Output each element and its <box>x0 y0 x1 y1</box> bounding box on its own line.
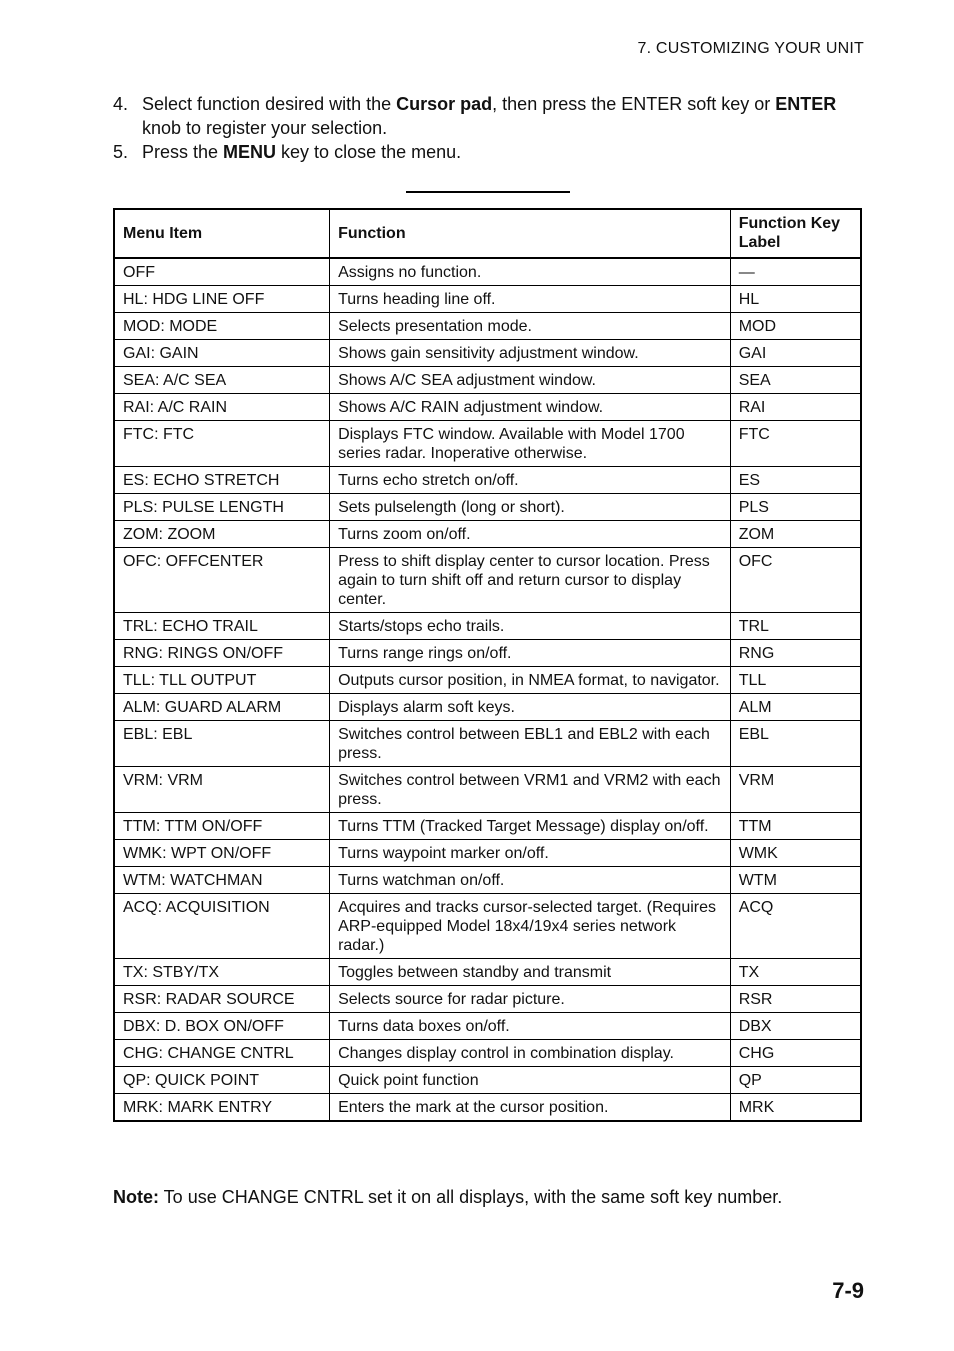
menu-item-cell: MRK: MARK ENTRY <box>114 1094 330 1122</box>
function-cell: Displays FTC window. Available with Model 1700 series radar. Inoperative otherwise. <box>330 421 731 467</box>
table-row <box>114 640 861 667</box>
table-row <box>114 867 861 894</box>
title-rule <box>406 191 570 193</box>
chapter-header: 7. CUSTOMIZING YOUR UNIT <box>637 40 864 57</box>
page-number: 7-9 <box>832 1278 864 1303</box>
table-row <box>114 721 861 767</box>
key-label-cell: MOD <box>730 313 861 340</box>
function-cell: Acquires and tracks cursor-selected target. (Requires ARP-equipped Model 18x4/19x4 series network radar.) <box>330 894 731 959</box>
function-cell: Selects source for radar picture. <box>330 986 731 1013</box>
key-label-cell: GAI <box>730 340 861 367</box>
menu-item-cell: HL: HDG LINE OFF <box>114 286 330 313</box>
key-label-cell: OFC <box>730 548 861 613</box>
key-label-cell: ES <box>730 467 861 494</box>
header-function: Function <box>330 209 731 258</box>
function-cell: Starts/stops echo trails. <box>330 613 731 640</box>
menu-item-cell: OFF <box>114 258 330 286</box>
menu-item-cell: CHG: CHANGE CNTRL <box>114 1040 330 1067</box>
function-cell: Turns range rings on/off. <box>330 640 731 667</box>
step-text-bold: ENTER <box>775 94 837 114</box>
step-number: 4. <box>113 94 129 114</box>
function-cell: Shows gain sensitivity adjustment window. <box>330 340 731 367</box>
menu-item-cell: EBL: EBL <box>114 721 330 767</box>
step-text <box>142 140 461 164</box>
table-header-row <box>114 209 861 258</box>
function-cell: Turns zoom on/off. <box>330 521 731 548</box>
function-cell: Displays alarm soft keys. <box>330 694 731 721</box>
table-row <box>114 494 861 521</box>
menu-item-cell: ALM: GUARD ALARM <box>114 694 330 721</box>
function-cell: Turns waypoint marker on/off. <box>330 840 731 867</box>
menu-item-cell: TTM: TTM ON/OFF <box>114 813 330 840</box>
table-row <box>114 813 861 840</box>
key-label-cell: WMK <box>730 840 861 867</box>
key-label-cell: FTC <box>730 421 861 467</box>
key-label-cell: QP <box>730 1067 861 1094</box>
key-label-cell: ACQ <box>730 894 861 959</box>
step-text <box>142 92 873 140</box>
step-text-bold: Cursor pad <box>396 94 493 114</box>
key-label-cell: ALM <box>730 694 861 721</box>
note <box>113 1185 873 1209</box>
key-label-cell: VRM <box>730 767 861 813</box>
function-cell: Turns heading line off. <box>330 286 731 313</box>
header-function-key-label: Function Key Label <box>730 209 861 258</box>
function-cell: Quick point function <box>330 1067 731 1094</box>
function-cell: Assigns no function. <box>330 258 731 286</box>
key-label-cell: TTM <box>730 813 861 840</box>
function-cell: Outputs cursor position, in NMEA format, to navigator. <box>330 667 731 694</box>
menu-item-cell: VRM: VRM <box>114 767 330 813</box>
table-row <box>114 286 861 313</box>
menu-item-cell: ES: ECHO STRETCH <box>114 467 330 494</box>
table-row <box>114 421 861 467</box>
table-row <box>114 521 861 548</box>
function-cell: Selects presentation mode. <box>330 313 731 340</box>
function-cell: Turns data boxes on/off. <box>330 1013 731 1040</box>
table-row <box>114 313 861 340</box>
key-label-cell: ZOM <box>730 521 861 548</box>
table-row <box>114 667 861 694</box>
function-cell: Turns echo stretch on/off. <box>330 467 731 494</box>
function-cell: Turns watchman on/off. <box>330 867 731 894</box>
menu-item-cell: RSR: RADAR SOURCE <box>114 986 330 1013</box>
function-cell: Changes display control in combination display. <box>330 1040 731 1067</box>
note-text: To use CHANGE CNTRL set it on all displays, with the same soft key number. <box>159 1187 783 1207</box>
table-row <box>114 394 861 421</box>
key-label-cell: EBL <box>730 721 861 767</box>
key-label-cell: CHG <box>730 1040 861 1067</box>
key-label-cell: TLL <box>730 667 861 694</box>
key-label-cell: RAI <box>730 394 861 421</box>
function-cell: Shows A/C RAIN adjustment window. <box>330 394 731 421</box>
menu-item-cell: TX: STBY/TX <box>114 959 330 986</box>
step-5 <box>113 140 873 164</box>
key-label-cell: DBX <box>730 1013 861 1040</box>
function-cell: Sets pulselength (long or short). <box>330 494 731 521</box>
menu-item-cell: SEA: A/C SEA <box>114 367 330 394</box>
table-row <box>114 467 861 494</box>
table-row <box>114 258 861 286</box>
table-row <box>114 1013 861 1040</box>
step-text-part: Press the <box>142 142 224 162</box>
step-text-part: knob to register your selection. <box>142 118 388 138</box>
table-row <box>114 340 861 367</box>
table-body <box>114 258 861 1121</box>
key-label-cell: PLS <box>730 494 861 521</box>
table-row <box>114 1040 861 1067</box>
key-label-cell: WTM <box>730 867 861 894</box>
menu-item-cell: RNG: RINGS ON/OFF <box>114 640 330 667</box>
menu-item-cell: TRL: ECHO TRAIL <box>114 613 330 640</box>
function-cell: Enters the mark at the cursor position. <box>330 1094 731 1122</box>
table-row <box>114 767 861 813</box>
function-cell: Turns TTM (Tracked Target Message) display on/off. <box>330 813 731 840</box>
table-row <box>114 1067 861 1094</box>
function-key-table <box>113 208 862 1122</box>
key-label-cell: RNG <box>730 640 861 667</box>
key-label-cell: TX <box>730 959 861 986</box>
key-label-cell: MRK <box>730 1094 861 1122</box>
menu-item-cell: RAI: A/C RAIN <box>114 394 330 421</box>
step-text-part: Select function desired with the <box>142 94 397 114</box>
function-cell: Press to shift display center to cursor location. Press again to turn shift off and return cursor to display center. <box>330 548 731 613</box>
table-row <box>114 548 861 613</box>
menu-item-cell: OFC: OFFCENTER <box>114 548 330 613</box>
menu-item-cell: WTM: WATCHMAN <box>114 867 330 894</box>
step-text-part: key to close the menu. <box>276 142 462 162</box>
menu-item-cell: WMK: WPT ON/OFF <box>114 840 330 867</box>
step-4 <box>113 92 873 140</box>
step-number: 5. <box>113 142 129 162</box>
step-text-part: , then press the ENTER soft key or <box>492 94 776 114</box>
instruction-steps <box>113 92 873 164</box>
header-menu-item: Menu Item <box>114 209 330 258</box>
menu-item-cell: GAI: GAIN <box>114 340 330 367</box>
table-row <box>114 986 861 1013</box>
note-label: Note: <box>113 1187 159 1207</box>
function-cell: Toggles between standby and transmit <box>330 959 731 986</box>
menu-item-cell: DBX: D. BOX ON/OFF <box>114 1013 330 1040</box>
key-label-cell: TRL <box>730 613 861 640</box>
table-row <box>114 840 861 867</box>
key-label-cell: — <box>730 258 861 286</box>
function-cell: Shows A/C SEA adjustment window. <box>330 367 731 394</box>
key-label-cell: HL <box>730 286 861 313</box>
table-row <box>114 894 861 959</box>
key-label-cell: SEA <box>730 367 861 394</box>
table-row <box>114 1094 861 1122</box>
function-cell: Switches control between EBL1 and EBL2 with each press. <box>330 721 731 767</box>
key-label-cell: RSR <box>730 986 861 1013</box>
menu-item-cell: PLS: PULSE LENGTH <box>114 494 330 521</box>
menu-item-cell: QP: QUICK POINT <box>114 1067 330 1094</box>
function-cell: Switches control between VRM1 and VRM2 with each press. <box>330 767 731 813</box>
menu-item-cell: MOD: MODE <box>114 313 330 340</box>
menu-item-cell: ZOM: ZOOM <box>114 521 330 548</box>
menu-item-cell: ACQ: ACQUISITION <box>114 894 330 959</box>
menu-item-cell: FTC: FTC <box>114 421 330 467</box>
table-row <box>114 613 861 640</box>
table-row <box>114 959 861 986</box>
step-text-bold: MENU <box>223 142 277 162</box>
menu-item-cell: TLL: TLL OUTPUT <box>114 667 330 694</box>
table-row <box>114 367 861 394</box>
table-row <box>114 694 861 721</box>
